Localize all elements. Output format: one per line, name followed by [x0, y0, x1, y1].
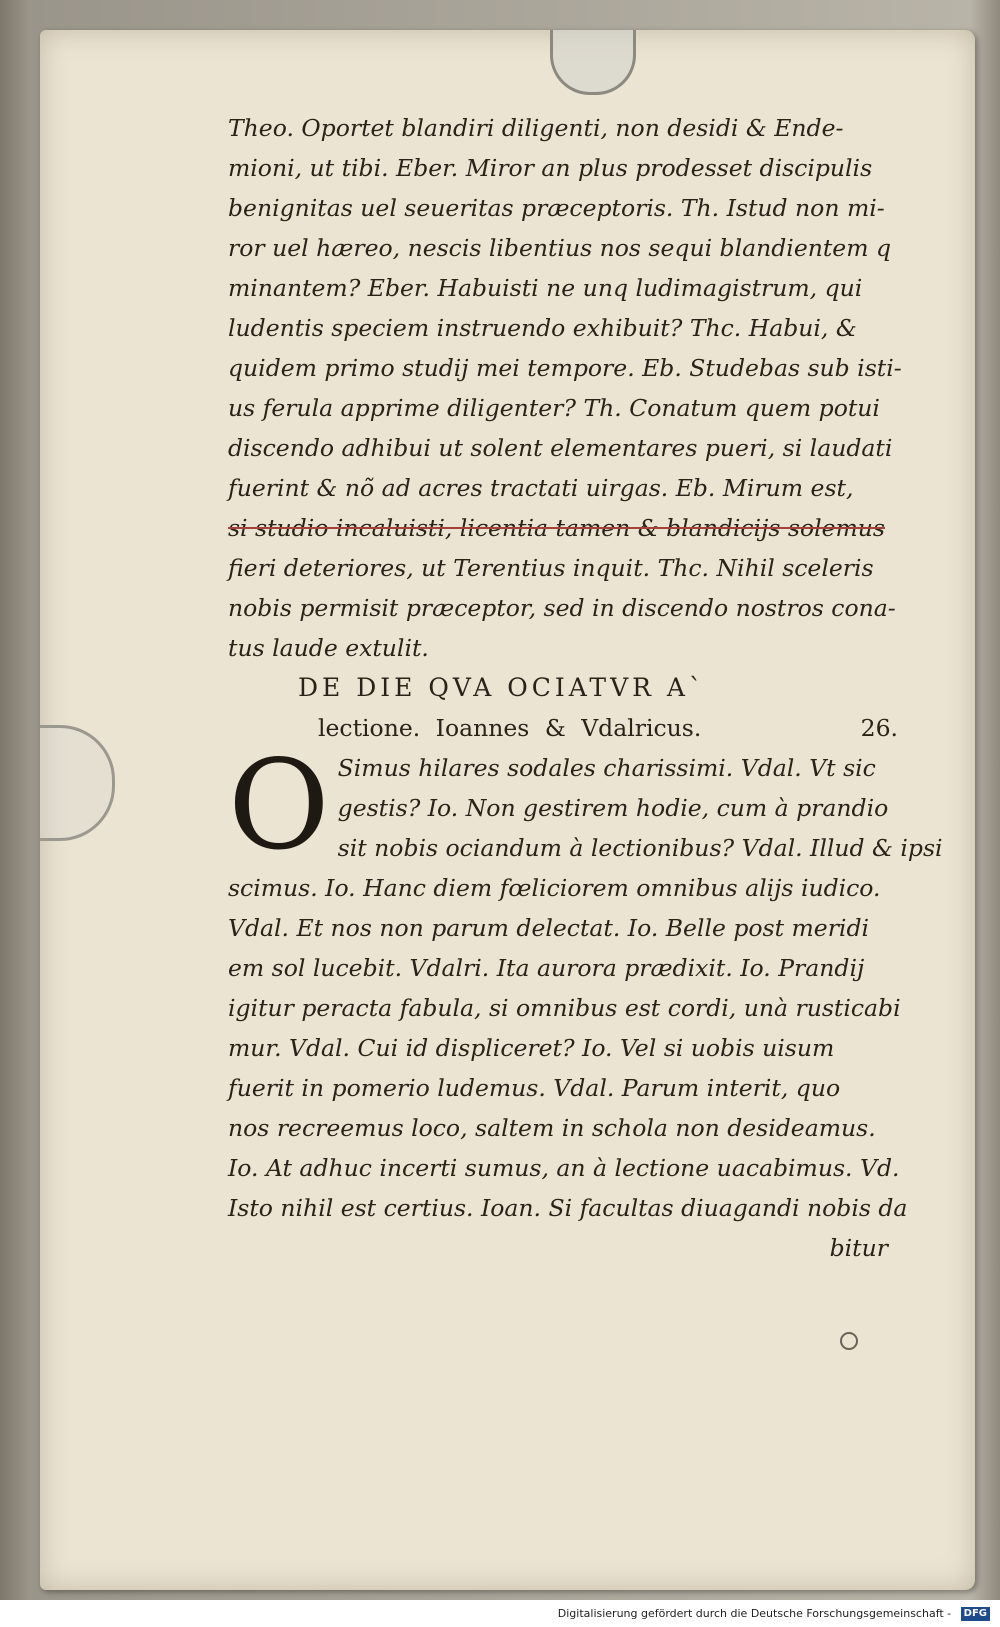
text-line: sit nobis ociandum à lectionibus? Vdal. Illud & ipsi	[337, 834, 943, 862]
text-line: quidem primo studij mei tempore. Eb. Studebas sub isti-	[228, 354, 902, 382]
page-text	[228, 108, 943, 1268]
subheading-text: lectione. Ioannes & Vdalricus.	[318, 714, 702, 742]
text-line: Simus hilares sodales charissimi. Vdal. Vt sic	[337, 754, 876, 782]
drop-cap-initial: O	[228, 734, 330, 878]
catchword: bitur	[829, 1234, 888, 1262]
dialogue-part-one	[228, 108, 918, 668]
text-line: mur. Vdal. Cui id displiceret? Io. Vel si uobis uisum	[228, 1034, 835, 1062]
page-stamp-mark	[840, 1332, 858, 1350]
text-line: nobis permisit præceptor, sed in discendo nostros cona-	[228, 594, 896, 622]
text-line: benignitas uel seueritas præceptoris. Th. Istud non mi-	[228, 194, 885, 222]
digitization-footer	[0, 1600, 1000, 1627]
dialogue-part-two	[228, 734, 943, 1228]
dfg-logo: DFG	[961, 1607, 990, 1621]
text-line: Vdal. Et nos non parum delectat. Io. Belle post meridi	[228, 914, 870, 942]
text-line: minantem? Eber. Habuisti ne unq ludimagistrum, qui	[228, 274, 863, 302]
text-line: tus laude extulit.	[228, 634, 429, 662]
text-line: fieri deteriores, ut Terentius inquit. Thc. Nihil sceleris	[228, 554, 874, 582]
text-line: scimus. Io. Hanc diem fœliciorem omnibus alijs iudico.	[228, 874, 881, 902]
text-line: us ferula apprime diligenter? Th. Conatum quem potui	[228, 394, 880, 422]
text-line: em sol lucebit. Vdalri. Ita aurora prædixit. Io. Prandij	[228, 954, 865, 982]
text-line: Isto nihil est certius. Ioan. Si facultas diuagandi nobis da	[228, 1194, 908, 1222]
text-line: fuerit in pomerio ludemus. Vdal. Parum interit, quo	[228, 1074, 841, 1102]
top-paper-clip	[550, 30, 636, 95]
section-subheading	[228, 708, 918, 748]
side-paper-clip	[40, 725, 115, 841]
text-line: mioni, ut tibi. Eber. Miror an plus prodesset discipulis	[228, 154, 873, 182]
text-line: discendo adhibui ut solent elementares pueri, si laudati	[228, 434, 893, 462]
text-line: nos recreemus loco, saltem in schola non desideamus.	[228, 1114, 876, 1142]
footer-credit-text: Digitalisierung gefördert durch die Deutsche Forschungsgemeinschaft -	[557, 1607, 952, 1620]
section-number: 26.	[860, 714, 898, 742]
text-line: Io. At adhuc incerti sumus, an à lectione uacabimus. Vd.	[228, 1154, 900, 1182]
text-line: Theo. Oportet blandiri diligenti, non desidi & Ende-	[228, 114, 844, 142]
section-heading: DE DIE QVA OCIATVR A`	[298, 673, 706, 702]
text-line: fuerint & nõ ad acres tractati uirgas. Eb. Mirum est,	[228, 474, 854, 502]
text-line-underlined: si studio incaluisti, licentia tamen & blandicijs solemus	[228, 514, 885, 542]
text-line: ror uel hæreo, nescis libentius nos sequi blandientem q	[228, 234, 892, 262]
text-line: gestis? Io. Non gestirem hodie, cum à prandio	[337, 794, 889, 822]
text-line: ludentis speciem instruendo exhibuit? Thc. Habui, &	[228, 314, 857, 342]
text-line: igitur peracta fabula, si omnibus est cordi, unà rusticabi	[228, 994, 901, 1022]
